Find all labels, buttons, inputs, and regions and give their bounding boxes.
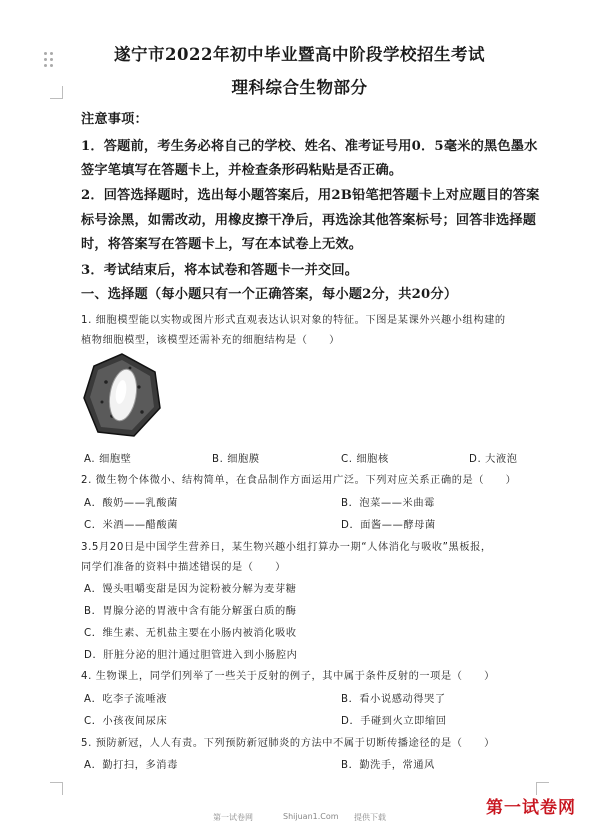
question-4-option-b: B．看小说感动得哭了	[341, 694, 446, 705]
question-1-option-b: B. 细胞膜	[212, 454, 260, 465]
notice-line: 标号涂黑，如需改动，用橡皮擦干净后，再选涂其他答案标号；回答非选择题	[81, 213, 537, 228]
question-1-stem: 植物细胞模型，该模型还需补充的细胞结构是（ ）	[81, 335, 340, 346]
question-3-option-a: A．馒头咀嚼变甜是因为淀粉被分解为麦芽糖	[84, 584, 297, 595]
exam-subtitle: 理科综合生物部分	[231, 78, 368, 97]
question-1-option-d: D. 大液泡	[469, 454, 518, 465]
notice-line: 1．答题前，考生务必将自己的学校、姓名、准考证号用0．5毫米的黑色墨水	[81, 139, 538, 154]
question-2-stem: 2. 微生物个体微小、结构简单，在食品制作方面运用广泛。下列对应关系正确的是（ ）	[81, 475, 517, 486]
section-heading: 一、选择题（每小题只有一个正确答案，每小题2分，共20分）	[81, 287, 458, 302]
question-5-stem: 5. 预防新冠，人人有责。下列预防新冠肺炎的方法中不属于切断传播途径的是（ ）	[81, 738, 495, 749]
notice-line: 3．考试结束后，将本试卷和答题卡一并交回。	[81, 263, 359, 278]
footer-site-url[interactable]: Shijuan1.Com	[283, 812, 339, 821]
question-4-option-a: A．吃李子流唾液	[84, 694, 168, 705]
question-3-option-c: C．维生素、无机盐主要在小肠内被消化吸收	[84, 628, 297, 639]
question-1-option-a: A. 细胞壁	[84, 454, 132, 465]
question-5-option-a: A．勤打扫，多消毒	[84, 760, 178, 771]
notice-line: 签字笔填写在答题卡上，并检查条形码粘贴是否正确。	[81, 163, 403, 178]
question-4-option-d: D．手碰到火立即缩回	[341, 716, 447, 727]
question-1-option-c: C. 细胞核	[341, 454, 389, 465]
question-2-option-a: A．酸奶——乳酸菌	[84, 498, 178, 509]
question-2-option-b: B．泡菜——米曲霉	[341, 498, 435, 509]
question-2-option-c: C．米酒——醋酸菌	[84, 520, 179, 531]
plant-cell-model-image	[82, 352, 162, 438]
exam-title: 遂宁市2022年初中毕业暨高中阶段学校招生考试	[114, 45, 485, 64]
question-3-option-b: B．胃腺分泌的胃液中含有能分解蛋白质的酶	[84, 606, 297, 617]
footer-site-name: 第一试卷网	[213, 813, 253, 822]
question-1-stem: 1. 细胞模型能以实物或图片形式直观表达认识对象的特征。下图是某课外兴趣小组构建的	[81, 315, 506, 326]
notice-line: 时，将答案写在答题卡上，写在本试卷上无效。	[81, 237, 363, 252]
question-4-option-c: C．小孩夜间尿床	[84, 716, 168, 727]
question-3-stem: 3.5月20日是中国学生营养日，某生物兴趣小组打算办一期“人体消化与吸收”黑板报，	[81, 542, 492, 553]
question-3-stem: 同学们准备的资料中描述错误的是（ ）	[81, 562, 286, 573]
margin-corner-mark	[50, 782, 63, 795]
question-4-stem: 4. 生物课上，同学们列举了一些关于反射的例子，其中属于条件反射的一项是（ ）	[81, 671, 495, 682]
question-2-option-d: D．面酱——酵母菌	[341, 520, 436, 531]
question-5-option-b: B．勤洗手，常通风	[341, 760, 435, 771]
question-3-option-d: D．肝脏分泌的胆汁通过胆管进入到小肠腔内	[84, 650, 298, 661]
notice-line: 2．回答选择题时，选出每小题答案后，用2B铅笔把答题卡上对应题目的答案	[81, 188, 540, 203]
watermark-logo: 第一试卷网	[486, 798, 576, 818]
footer-download-text: 提供下载	[354, 813, 386, 822]
notice-heading: 注意事项：	[81, 112, 148, 127]
